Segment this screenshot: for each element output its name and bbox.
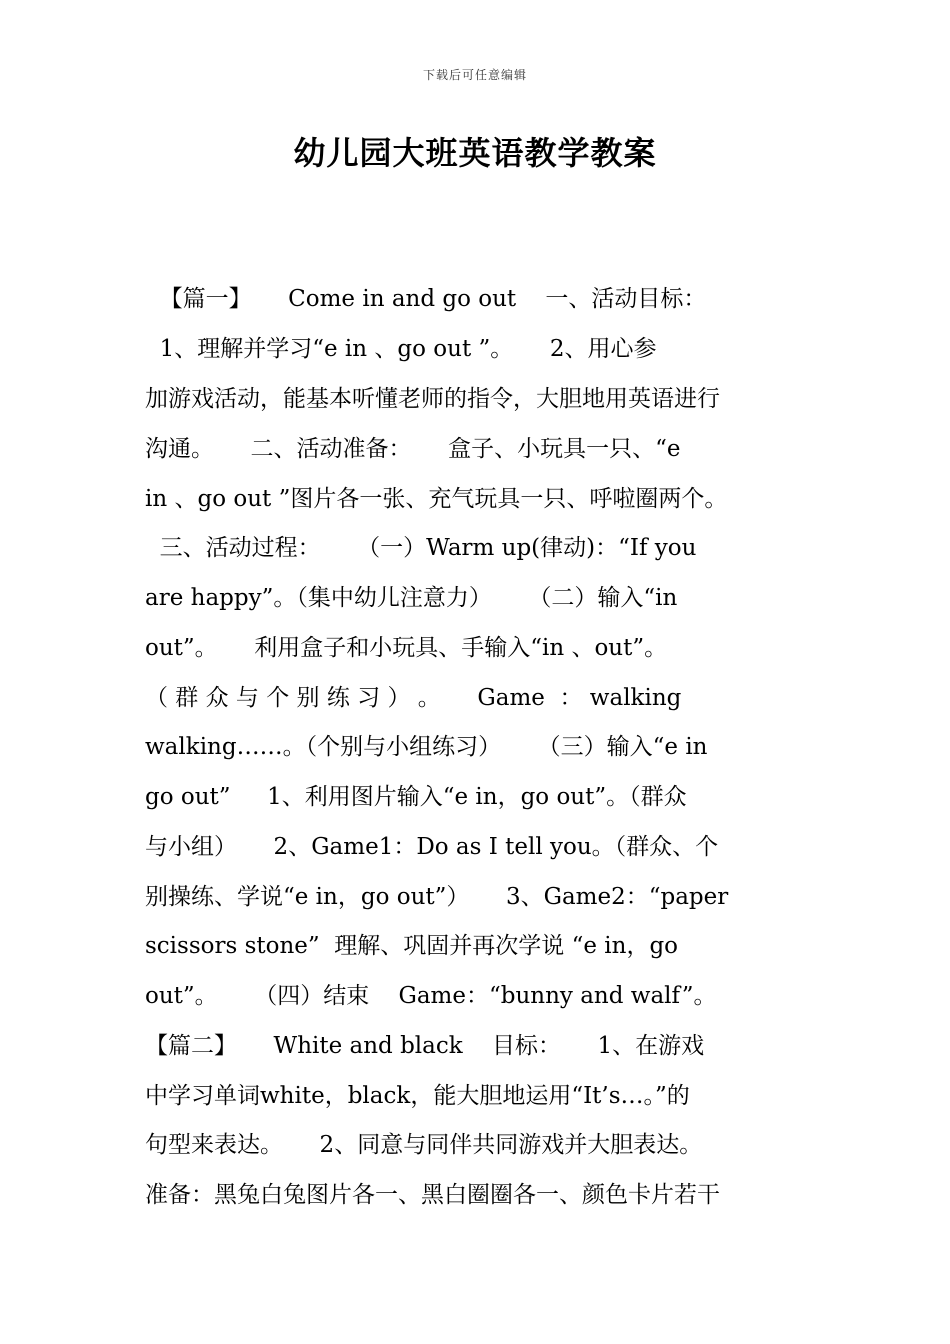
body-line: （ 群 众 与 个 别 练 习 ） 。 Game ： walking (145, 685, 682, 711)
body-line: 【篇一】 Come in and go out 一、活动目标： (145, 286, 707, 312)
body-line: 1、理解并学习“e in 、go out ”。 2、用心参 (145, 336, 657, 362)
body-line: 加游戏活动，能基本听懂老师的指令，大胆地用英语进行 (145, 386, 720, 412)
body-line: 句型来表达。 2、同意与同伴共同游戏并大胆表达。 (145, 1132, 703, 1158)
page-header-note: 下载后可任意编辑 (422, 68, 527, 82)
body-line: are happy”。（集中幼儿注意力） （二）输入“in (145, 585, 678, 611)
body-line: scissors stone” 理解、巩固并再次学说 “e in，go (145, 933, 679, 959)
body-line: 与小组） 2、Game1：Do as I tell you。（群众、个 (145, 834, 719, 860)
body-line: out”。 （四）结束 Game：“bunny and walf”。 (145, 983, 717, 1009)
body-line: 中学习单词white，black，能大胆地运用“It’s…。”的 (145, 1083, 690, 1109)
body-line: 准备：黑兔白兔图片各一、黑白圈圈各一、颜色卡片若干 (145, 1182, 720, 1208)
body-line: 沟通。 二、活动准备： 盒子、小玩具一只、“e (145, 436, 681, 462)
body-line: walking……。（个别与小组练习） （三）输入“e in (145, 734, 708, 760)
body-line: in 、go out ”图片各一张、充气玩具一只、呼啦圈两个。 (145, 486, 728, 512)
document-title: 幼儿园大班英语教学教案 (293, 134, 657, 172)
body-line: 别操练、学说“e in，go out”） 3、Game2：“paper (145, 884, 729, 910)
body-line: out”。 利用盒子和小玩具、手输入“in 、out”。 (145, 635, 668, 661)
body-line: 【篇二】 White and black 目标： 1、在游戏 (145, 1033, 705, 1059)
body-line: go out” 1、利用图片输入“e in，go out”。（群众 (145, 784, 687, 810)
body-line: 三、活动过程： （一）Warm up(律动)：“If you (145, 535, 697, 561)
